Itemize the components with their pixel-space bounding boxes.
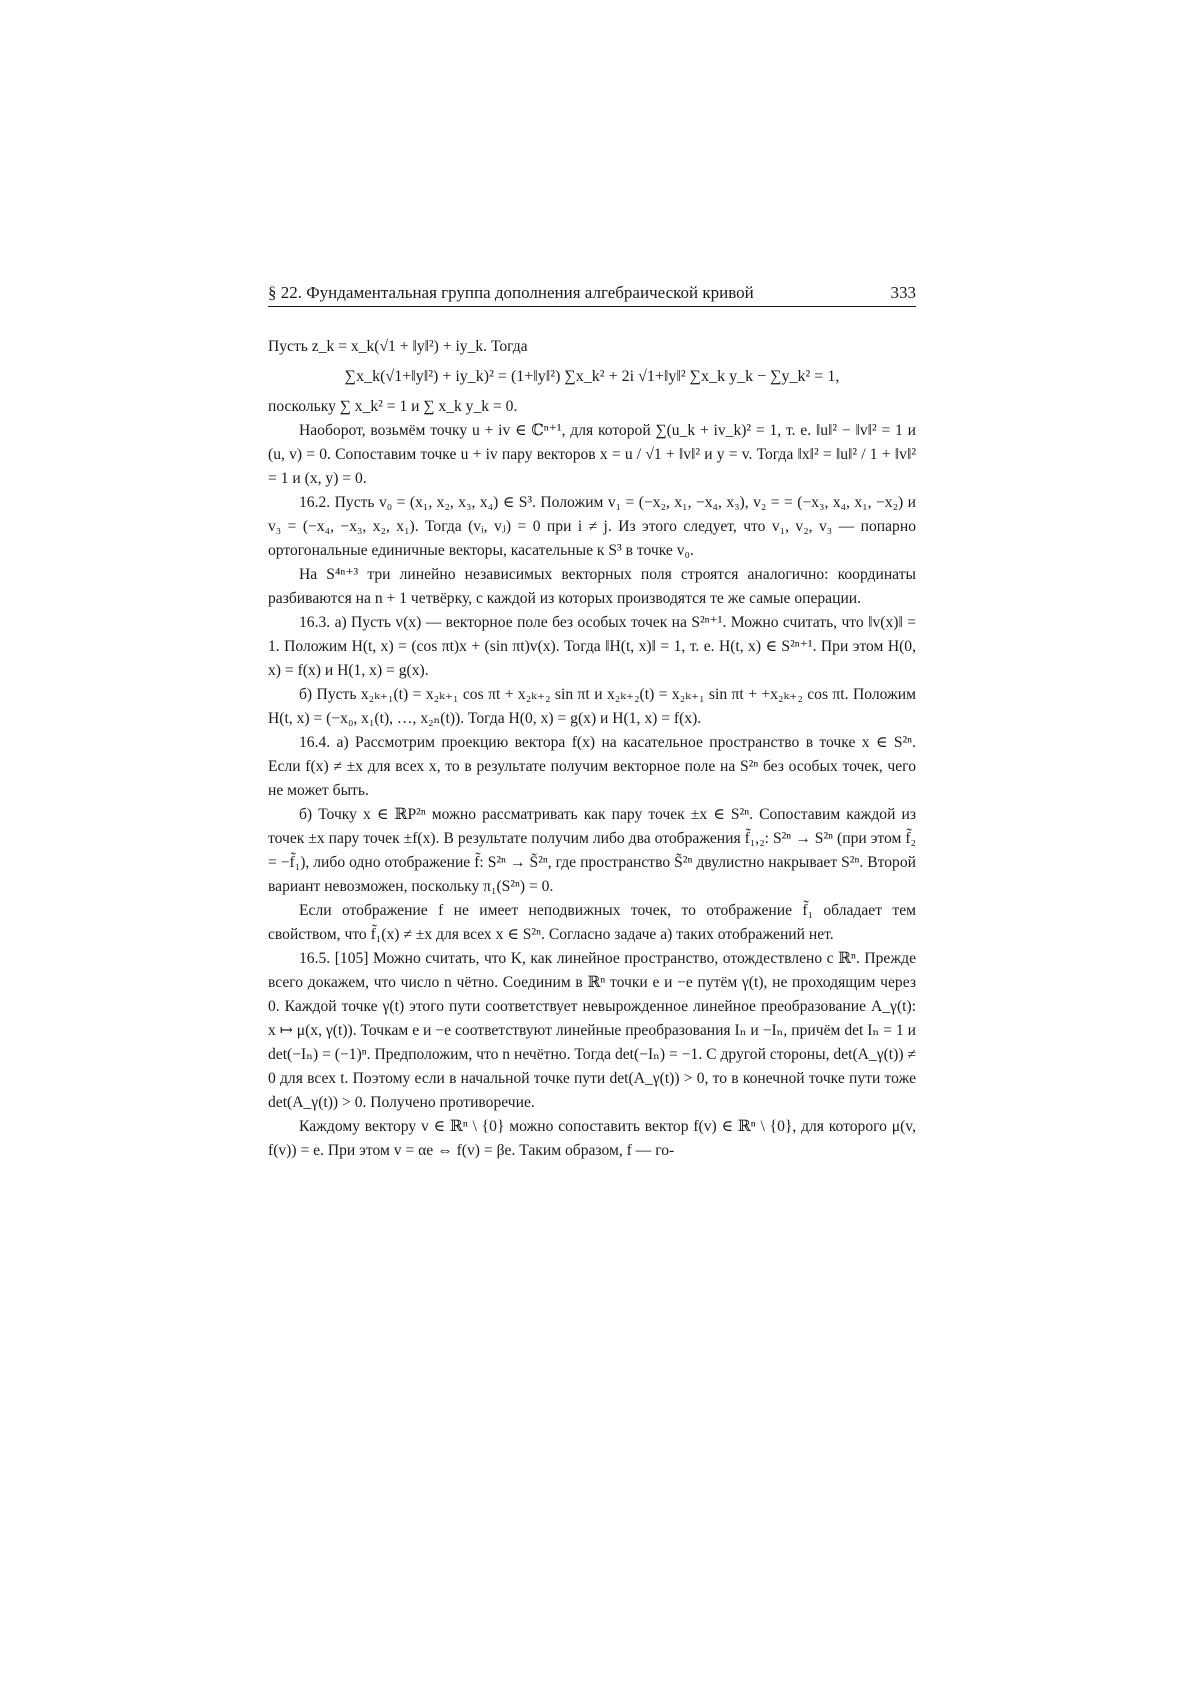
paragraph: Пусть z_k = x_k(√1 + ‖y‖²) + iy_k. Тогда [268,338,528,355]
paragraph: Если отображение f не имеет неподвижных точек, то отображение f̃₁ обладает тем свойством, что f̃₁(x) ≠ ±x для всех x ∈ S²ⁿ. Согласно задаче а) таких отображений нет. [268,902,916,943]
display-equation: ∑x_k(√1+‖y‖²) + iy_k)² = (1+‖y‖²) ∑x_k² + 2i √1+‖y‖² ∑x_k y_k − ∑y_k² = 1, [344,368,840,385]
paragraph: Наоборот, возьмём точку u + iv ∈ ℂⁿ⁺¹, для которой ∑(u_k + iv_k)² = 1, т. е. ‖u‖² − ‖v‖² = 1 и (u, v) = 0. Сопоставим точке u + iv пару векторов x = u / √1 + ‖v‖² и y = v. Тогда ‖x‖² = ‖u‖² / 1 + ‖v‖² = 1 и (x, y) = 0. [268,422,916,487]
paragraph-problem-16-2: 16.2. Пусть v₀ = (x₁, x₂, x₃, x₄) ∈ S³. Положим v₁ = (−x₂, x₁, −x₄, x₃), v₂ = = (−x₃, x₄, x₁, −x₂) и v₃ = (−x₄, −x₃, x₂, x₁). Тогда (vᵢ, vⱼ) = 0 при i ≠ j. Из этого следует, что v₁, v₂, v₃ — попарно ортогональные единичные векторы, касательные к S³ в точке v₀. [268,494,916,559]
paragraph-problem-16-4: 16.4. а) Рассмотрим проекцию вектора f(x) на касательное пространство в точке x ∈ S²ⁿ. Если f(x) ≠ ±x для всех x, то в результате получим векторное поле на S²ⁿ без особых точек, чего не может быть. [268,734,916,799]
paragraph-problem-16-5: 16.5. [105] Можно считать, что K, как линейное пространство, отождествлено с ℝⁿ. Прежде всего докажем, что число n чётно. Соединим в ℝⁿ точки e и −e путём γ(t), не проходящим через 0. Каждой точке γ(t) этого пути соответствует невырожденное линейное преобразование A_γ(t): x ↦ μ(x, γ(t)). Точкам e и −e соответствуют линейные преобразования Iₙ и −Iₙ, причём det Iₙ = 1 и det(−Iₙ) = (−1)ⁿ. Предположим, что n нечётно. Тогда det(−Iₙ) = −1. С другой стороны, det(A_γ(t)) ≠ 0 для всех t. Поэтому если в начальной точке пути det(A_γ(t)) > 0, то в конечной точке пути тоже det(A_γ(t)) > 0. Получено противоречие. [268,950,916,1111]
page-number: 333 [890,283,916,302]
paragraph: На S⁴ⁿ⁺³ три линейно независимых векторных поля строятся аналогично: координаты разбиваются на n + 1 четвёрку, с каждой из которых производятся те же самые операции. [268,566,916,607]
paragraph: б) Точку x ∈ ℝP²ⁿ можно рассматривать как пару точек ±x ∈ S²ⁿ. Сопоставим каждой из точек ±x пару точек ±f(x). В результате получим либо два отображения f̃₁,₂: S²ⁿ → S²ⁿ (при этом f̃₂ = −f̃₁), либо одно отображение f̃: S²ⁿ → S̃²ⁿ, где пространство S̃²ⁿ двулистно накрывает S²ⁿ. Второй вариант невозможен, поскольку π₁(S²ⁿ) = 0. [268,806,916,895]
document-page [268,281,916,1163]
paragraph: б) Пусть x₂ₖ₊₁(t) = x₂ₖ₊₁ cos πt + x₂ₖ₊₂ sin πt и x₂ₖ₊₂(t) = x₂ₖ₊₁ sin πt + +x₂ₖ₊₂ cos πt. Положим H(t, x) = (−x₀, x₁(t), …, x₂ₙ(t)). Тогда H(0, x) = g(x) и H(1, x) = f(x). [268,686,916,727]
running-header [268,281,916,307]
paragraph: Каждому вектору v ∈ ℝⁿ \ {0} можно сопоставить вектор f(v) ∈ ℝⁿ \ {0}, для которого μ(v, f(v)) = e. При этом v = αe ⇔ f(v) = βe. Таким образом, f — го- [268,1118,916,1159]
paragraph-problem-16-3: 16.3. а) Пусть v(x) — векторное поле без особых точек на S²ⁿ⁺¹. Можно считать, что ‖v(x)‖ = 1. Положим H(t, x) = (cos πt)x + (sin πt)v(x). Тогда ‖H(t, x)‖ = 1, т. е. H(t, x) ∈ S²ⁿ⁺¹. При этом H(0, x) = f(x) и H(1, x) = g(x). [268,614,916,679]
page-body [268,335,916,1163]
running-title: § 22. Фундаментальная группа дополнения алгебраической кривой [268,283,754,302]
paragraph: поскольку ∑ x_k² = 1 и ∑ x_k y_k = 0. [268,398,518,415]
